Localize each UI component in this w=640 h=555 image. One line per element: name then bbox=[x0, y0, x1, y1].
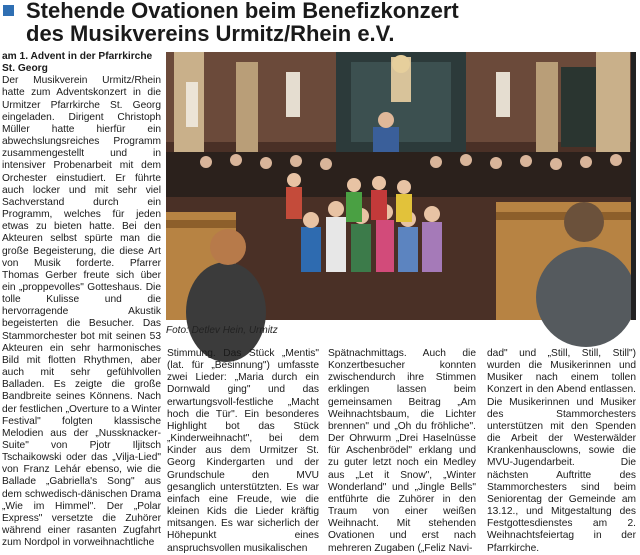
headline-line-1: Stehende Ovationen beim Benefizkonzert bbox=[26, 0, 459, 23]
article-column-1 bbox=[2, 51, 161, 549]
title-marker bbox=[3, 5, 14, 16]
column-2-text: Stimmung. Das Stück „Mentis" (lat. für „Besinnung") umfasste zwei Lieder: „Maria durch ein Dornwald ging" und das erwartungsvoll-festliche „Macht hoch die Tür". Ein besonderes Highlight bot das Stück „Kinderweihnacht", bei dem Kinder aus dem Urmitzer St. Georg Kindergarten und der Grundschule den MVU gesanglich unterstützten. Es war einfach eine Freude, wie die kleinen Kids die Lieder kräftig mitsangen. Es war sicherlich der Höhepunkt eines anspruchsvollen musikalischen bbox=[167, 348, 319, 554]
photo-illustration bbox=[166, 52, 636, 320]
headline bbox=[26, 0, 636, 45]
concert-photo bbox=[166, 52, 636, 320]
column-1-text: Der Musikverein Urmitz/Rhein hatte zum Adventskonzert in die Urmitzer Pfarrkirche St. Georg eingeladen. Dirigent Christoph Müller hatte hierfür ein abwechslungsreiches Programm zusammengestellt und in intensiver Probenarbeit mit dem Orchester einstudiert. Er führte auch locker und mit sehr viel Sachverstand durch ein Programm, welches für jeden etwas zu bieten hatte. Bei den Akteuren selbst spürte man die große Begeisterung, die diese Art von Musik forderte. Pfarrer Thomas Gerber freute sich über ein „proppevolles" Gotteshaus. Die tolle Kulisse und die hervorragende Akustik begeisterten die Besucher. Das Stammorchester bot mit seinen 53 Akteuren ein sehr harmonisches Bild mit flotten Rhythmen, aber auch mit sehr gefühlvollen Balladen. Es zeigte die große Bandbreite seines Könnens. Nach der festlichen „Overture to a Winter Festival" folgten klassische Melodien aus der „Nussknacker-Suite" von Pjotr Iljitsch Tschaikowski oder das „Vilja-Lied" von Franz Lehár ebenso, wie die Ballade „Gabriella's Song" aus dem schwedisch-dänischen Drama „Wie im Himmel". Der „Polar Express" versetzte die Zuhörer während einer rasanten Zugfahrt zum Nordpol in vorweihnachtliche bbox=[2, 75, 161, 549]
article-column-3 bbox=[328, 348, 476, 554]
headline-line-2: des Musikvereins Urmitz/Rhein e.V. bbox=[26, 21, 395, 46]
article-column-2 bbox=[167, 348, 319, 554]
article-column-4 bbox=[487, 348, 636, 554]
column-3-text: Spätnachmittags. Auch die Konzertbesucher konnten zwischendurch ihre Stimmen erklingen lassen beim gemeinsamen Beitrag „Am Weihnachtsbaum, die Lichter brennen" und „Oh du fröhliche". Der Ohrwurm „Drei Haselnüsse für Aschenbrödel" erklang und zu guter letzt noch ein Medley aus „Let it Snow", „Winter Wonderland" und „Jingle Bells" entführte die Zuhörer in den Traum von einer weißen Weihnacht. Mit stehenden Ovationen und erst nach mehreren Zugaben („Feliz Navi- bbox=[328, 348, 476, 554]
article-lead: am 1. Advent in der Pfarrkirche St. Georg bbox=[2, 51, 153, 75]
column-4-text: dad" und „Still, Still, Still") wurden die Musikerinnen und Musiker nach einem tollen Konzert in den Abend entlassen. Die Musikerinnen und Musiker des Stammorchesters unterstützen mit den Spenden die Arbeit der Westerwälder Krankenhausclowns, sowie die MVU-Jugendarbeit. Die nächsten Auftritte des Stammorchesters sind beim Seniorentag der Gemeinde am 13.12., und Mitgestaltung des Festgottesdienstes am 2. Weihnachtsfeiertag in der Pfarrkirche. bbox=[487, 348, 636, 554]
photo-caption: Foto: Detlev Hein, Urmitz bbox=[166, 325, 278, 336]
